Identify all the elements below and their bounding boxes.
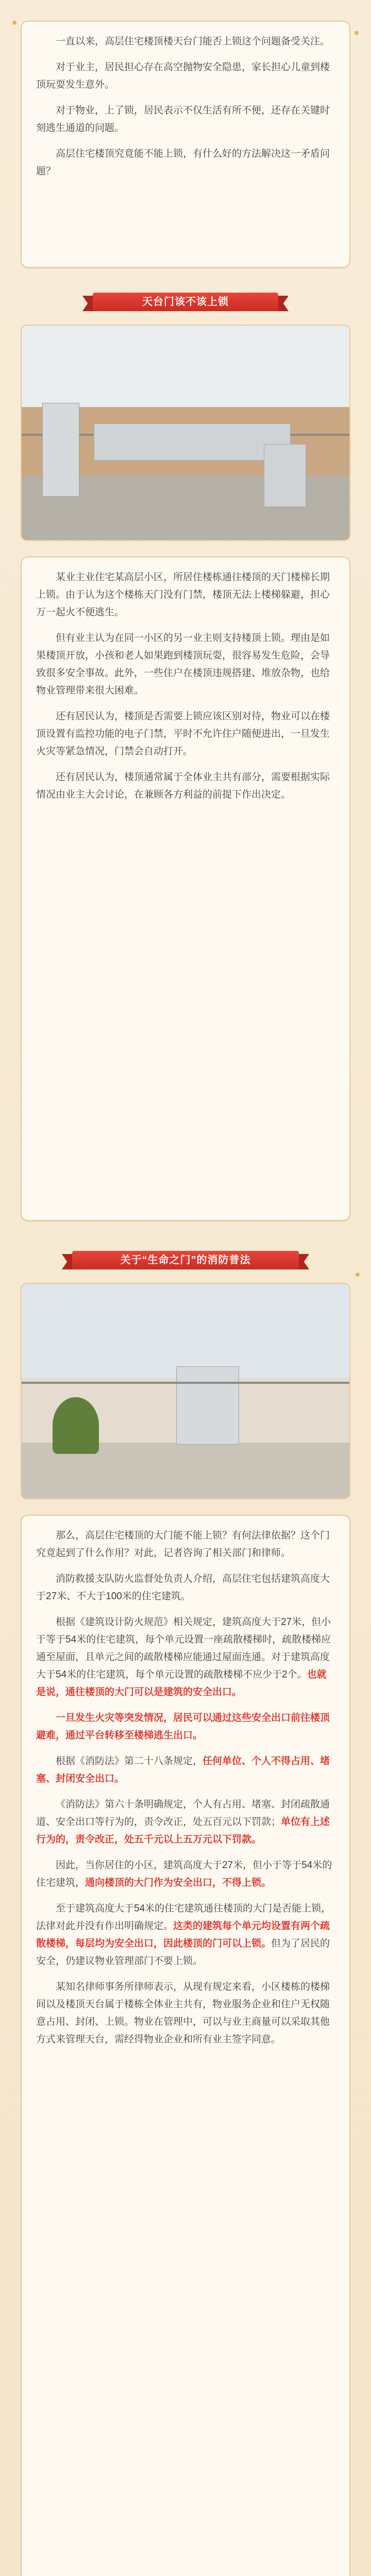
section2-emphasis: 单位有上述行为的，责令改正，处五千元以上五万元以下罚款。 [36,1817,330,1845]
intro-paragraph: 一直以来，高层住宅楼顶楼天台门能否上锁这个问题备受关注。 [56,36,330,47]
intro-paragraph: 对于业主，居民担心存在高空抛物安全隐患，家长担心儿童到楼顶玩耍发生意外。 [36,62,330,90]
section-title: 天台门该不该上锁 [142,296,229,308]
decor-dot [355,31,359,35]
section2-text: 因此，当你居住的小区，建筑高度大于27米，但小于等于54米的住宅建筑， [36,1860,332,1888]
photo-ventilation-duct [264,444,306,507]
section-title: 关于“生命之门”的消防普法 [120,1255,251,1266]
section2-paragraph [36,1796,335,1849]
section2-paragraph [36,1753,335,1788]
section-ribbon [82,289,289,315]
section2-paragraph: 消防救援支队防火监督处负责人介绍，高层住宅包括建筑高度大于27米、不大于100米的住宅建筑。 [36,1573,330,1602]
photo-roof-door [42,403,79,497]
section1-paragraph: 还有居民认为，楼顶通常属于全体业主共有部分，需要根据实际情况由业主大会讨论，在兼顾各方利益的前提下作出决定。 [36,772,330,800]
section2-emphasis: 一旦发生火灾等突发情况，居民可以通过这些安全出口前往楼顶避难，通过平台转移至楼梯逃生出口。 [36,1713,330,1741]
section2-text: 《消防法》第六十条明确规定，个人有占用、堵塞、封闭疏散通道、安全出口等行为的，责令改正，处五百元以下罚款； [36,1799,330,1827]
section2-text: 根据《消防法》第二十八条规定， [56,1756,203,1767]
section2-card [21,1515,350,2576]
section2-emphasis: 任何单位、个人不得占用、堵塞、封闭安全出口。 [36,1756,330,1784]
decor-dot [356,1273,360,1277]
section1-paragraph: 但有业主认为在同一小区的另一业主则支持楼顶上锁。理由是如果楼顶开放，小孩和老人如果跑到楼顶玩耍，很容易发生危险，会导致很多安全事故。此外，一些住户在楼顶违规搭建、堆放杂物，也给物业管理带来很大困难。 [36,633,330,696]
section2-paragraph [36,1614,335,1701]
section2-paragraph: 那么，高层住宅楼顶的大门能不能上锁？有何法律依据？这个门究竟起到了什么作用？对此，记者咨询了相关部门和律师。 [36,1530,330,1558]
section2-paragraph [36,1857,335,1892]
section2-text: 至于建筑高度大于54米的住宅建筑通往楼顶的大门是否能上锁，法律对此并没有作出明确规定。 [36,1903,331,1931]
section1-card [21,556,350,1221]
decor-dot [12,21,16,25]
section2-paragraph [36,1709,335,1744]
photo-railing [22,1382,349,1384]
photo-ventilation-duct [94,423,291,461]
section2-text: 根据《建筑设计防火规范》相关规定，建筑高度大于27米，但小于等于54米的住宅建筑，每个单元设置一座疏散楼梯时，疏散楼梯应通至屋面，且单元之间的疏散楼梯应能通过屋面连通。对于建筑高度大于54米的住宅建筑，每个单元设置的疏散楼梯不应少于2个。 [36,1617,331,1680]
section2-emphasis: 通向楼顶的大门作为安全出口，不得上锁。 [85,1877,272,1888]
photo-sky [22,326,349,411]
section2-emphasis: 这类的建筑每个单元均设置有两个疏散楼梯，每层均为安全出口，因此楼顶的门可以上锁。 [36,1921,330,1949]
section1-paragraph: 还有居民认为，楼顶是否需要上锁应该区别对待，物业可以在楼顶设置有监控功能的电子门禁，平时不允许住户随便进出，一旦发生火灾等紧急情况，门禁会自动打开。 [36,711,330,757]
photo-roof-door [176,1366,239,1445]
section2-text: 但为了居民的安全，仍建议物业管理部门不要上锁。 [36,1938,330,1967]
section2-paragraph: 某知名律师事务所律师表示，从现有规定来看，小区楼栋的楼梯间以及楼顶天台属于楼栋全体业主共有，物业服务企业和住户无权随意占用、封闭、上锁。物业在管理中，可以与业主商量可以采取其他方式来管理天台，需经得物业企业和所有业主签字同意。 [36,1981,330,2045]
photo-plant [53,1397,99,1454]
section2-paragraph [36,1900,335,1970]
rooftop-terrace-photo [21,1283,350,1499]
intro-paragraph: 高层住宅楼顶究竟能不能上锁，有什么好的方法解决这一矛盾问题？ [36,148,330,177]
rooftop-photo [21,325,350,541]
intro-paragraph: 对于物业，上了锁，居民表示不仅生活有所不便，还存在关键时刻逃生通道的问题。 [36,105,330,133]
section2-emphasis: 也就是说，通往楼顶的大门可以是建筑的安全出口。 [36,1669,327,1698]
intro-card [21,21,350,268]
section-ribbon [62,1247,309,1274]
section1-paragraph: 某业主业住宅某高层小区，所居住楼栋通往楼顶的天门楼梯长期上锁。由于认为这个楼栋天门没有门禁，楼顶无法上楼梯躲避，担心万一起火不便逃生。 [36,572,330,618]
